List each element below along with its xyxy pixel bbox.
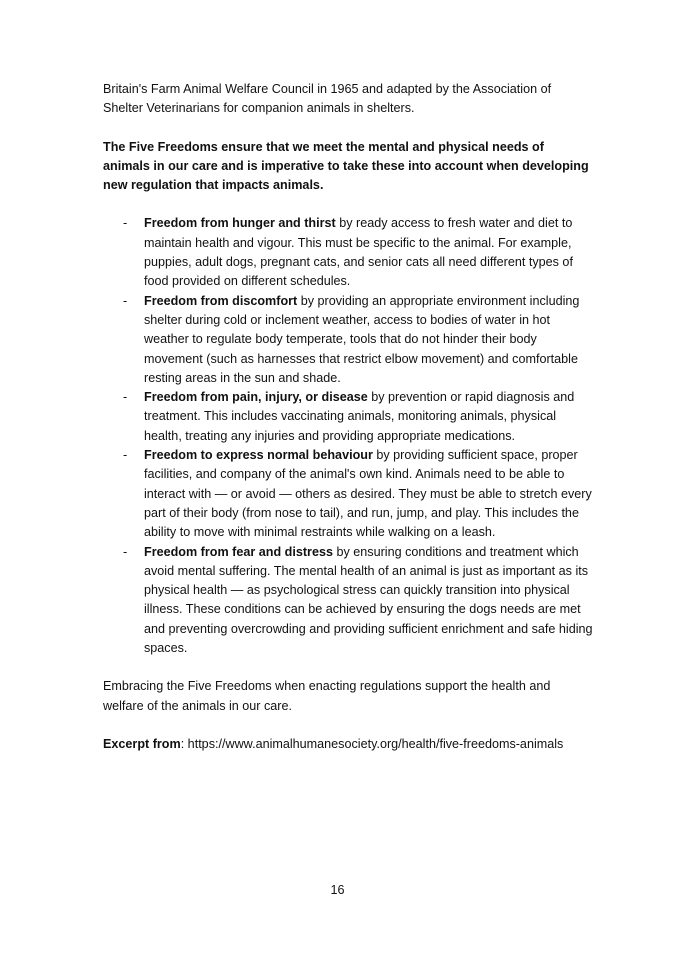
excerpt-source: : https://www.animalhumanesociety.org/health/five-freedoms-animals [180,736,564,751]
list-item [103,388,593,446]
bullet-dash: - [123,544,128,559]
intro-paragraph: Britain's Farm Animal Welfare Council in 1965 and adapted by the Association of Shelter Veterinarians for companion animals in shelters. [103,82,552,116]
closing-paragraph: Embracing the Five Freedoms when enacting regulations support the health and welfare of the animals in our care. [103,679,551,713]
freedom-term: Freedom from pain, injury, or disease [144,390,368,405]
freedom-description: by ready access to fresh water and diet to maintain health and vigour. This must be specific to the animal. For example, puppies, adult dogs, pregnant cats, and senior cats all need different types of food provided on different schedules. [144,216,573,289]
list-item [103,446,593,542]
bullet-dash: - [123,390,128,405]
freedoms-list [103,214,593,658]
list-item [103,292,593,388]
freedom-term: Freedom to express normal behaviour [144,448,373,463]
freedom-term: Freedom from discomfort [144,293,298,308]
bullet-dash: - [123,293,128,308]
page-content [103,80,593,754]
freedom-description: by providing sufficient space, proper facilities, and company of the animal's own kind. Animals need to be able to interact with — or avoid — others as desired. They must be able to stretch every part of their body (from nose to tail), and run, jump, and play. This includes the ability to move with minimal restraints while walking on a leash. [144,448,592,540]
list-item [103,543,593,659]
freedom-description: by providing an appropriate environment including shelter during cold or inclement weather, access to bodies of water in hot weather to regulate body temperate, tools that do not hinder their body movement (such as harnesses that restrict elbow movement) and comfortable resting areas in the sun and shade. [144,293,580,385]
excerpt-citation [103,735,593,754]
excerpt-label: Excerpt from [103,736,181,751]
five-freedoms-summary: The Five Freedoms ensure that we meet the mental and physical needs of animals in our care and is imperative to take these into account when developing new regulation that impacts animals. [103,139,589,193]
freedom-term: Freedom from hunger and thirst [144,216,336,231]
bullet-dash: - [123,216,128,231]
freedom-term: Freedom from fear and distress [144,544,333,559]
freedom-description: by prevention or rapid diagnosis and treatment. This includes vaccinating animals, monitoring animals, physical health, treating any injuries and providing appropriate medications. [144,390,575,443]
freedom-description: by ensuring conditions and treatment which avoid mental suffering. The mental health of an animal is just as important as its physical health — as psychological stress can quickly transition into physical illness. These conditions can be achieved by ensuring the dogs needs are met and preventing overcrowding and providing sufficient enrichment and safe hiding spaces. [144,544,593,656]
page-number: 16 [330,883,345,897]
list-item [103,214,593,291]
bullet-dash: - [123,448,128,463]
